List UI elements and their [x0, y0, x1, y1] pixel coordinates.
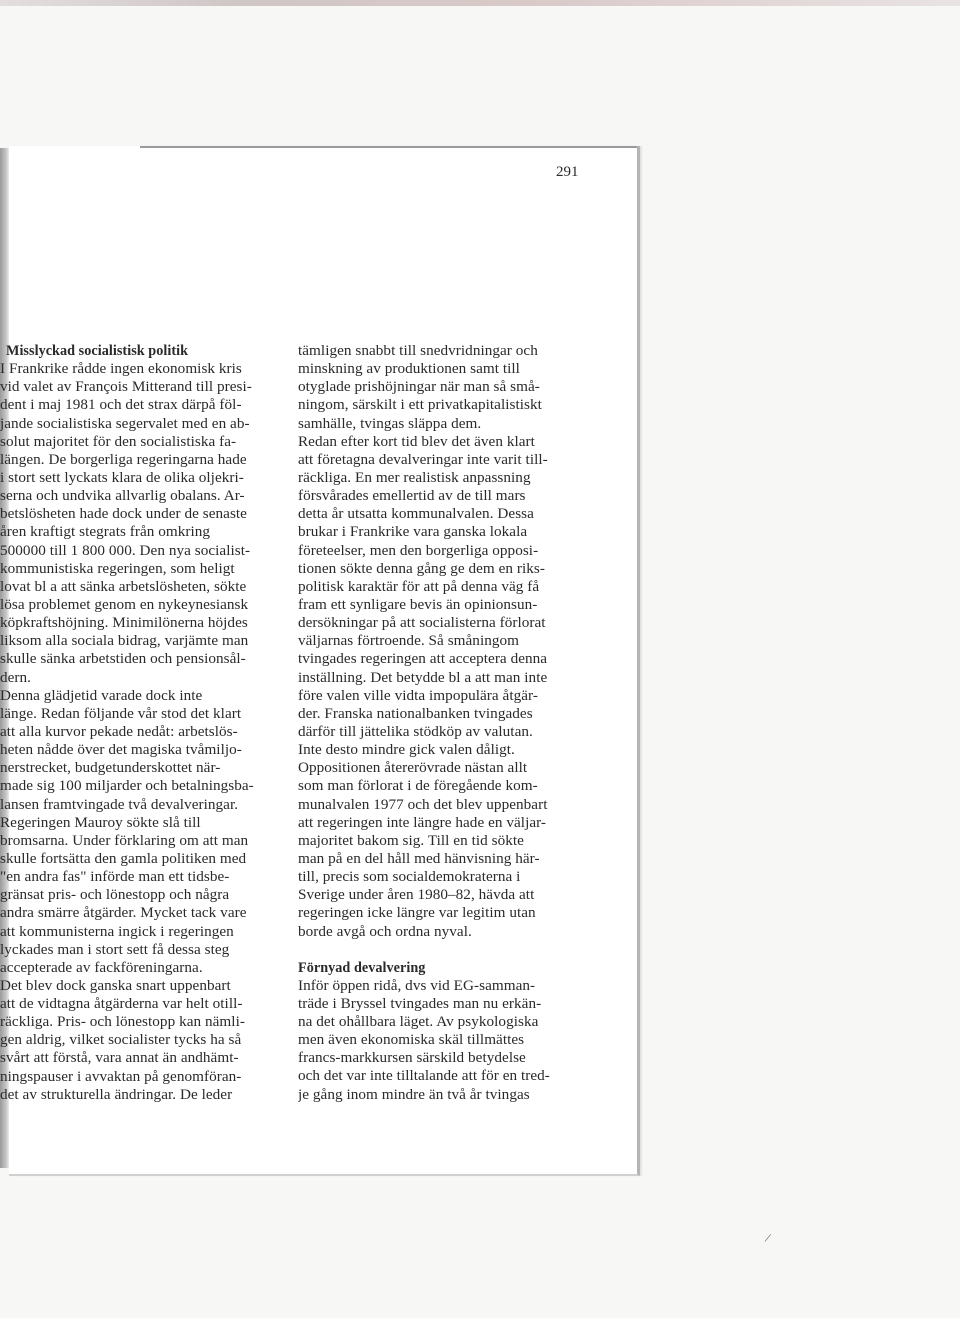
text-line: liksom alla sociala bidrag, varjämte man — [0, 632, 249, 650]
text-line: Inför öppen ridå, dvs vid EG-samman- — [298, 976, 536, 994]
text-line: fram ett synligare bevis än opinionsun- — [298, 595, 538, 613]
text-line: företeelser, men den borgerliga opposi- — [298, 541, 539, 559]
text-line: gränsat pris- och lönestopp och några — [0, 886, 230, 904]
text-line: det av strukturella ändringar. De leder — [0, 1085, 233, 1103]
text-line: lyckades man i stort sett få dessa steg — [0, 940, 230, 958]
text-line: solut majoritet för den socialistiska fa- — [0, 432, 237, 450]
right-column-text-bottom — [298, 977, 578, 1104]
text-line: tvingades regeringen att acceptera denna — [298, 650, 548, 668]
text-line: Redan efter kort tid blev det även klart — [298, 432, 535, 450]
text-line: längen. De borgerliga regeringarna hade — [0, 450, 247, 468]
text-line: andra smärre åtgärder. Mycket tack vare — [0, 904, 247, 922]
right-column-text-top — [298, 342, 578, 941]
left-column-text — [0, 360, 276, 1104]
text-line: regeringen icke längre var legitim utan — [298, 904, 536, 922]
text-line: räckliga. Pris- och lönestopp kan nämli- — [0, 1013, 245, 1031]
text-line: gen aldrig, vilket socialister tycks ha så — [0, 1031, 242, 1049]
text-line: och det var inte tilltalande att för en tred- — [298, 1067, 550, 1085]
text-line: Regeringen Mauroy sökte slå till — [0, 813, 201, 831]
text-line: räckliga. En mer realistisk anpassning — [298, 468, 531, 486]
text-line: att företagna devalveringar inte varit till- — [298, 450, 548, 468]
text-line: väljarnas förtroende. Så småningom — [298, 632, 520, 650]
text-line: detta år utsatta kommunalvalen. Dessa — [298, 505, 534, 523]
text-line: Denna glädjetid varade dock inte — [0, 686, 203, 704]
text-line: Inte desto mindre gick valen dåligt. — [298, 741, 515, 759]
text-line: träde i Bryssel tvingades man nu erkän- — [298, 994, 542, 1012]
text-line: Sverige under åren 1980–82, hävda att — [298, 886, 535, 904]
text-line: dent i maj 1981 och det strax därpå föl- — [0, 396, 242, 414]
text-line: francs-markkursen särskild betydelse — [298, 1049, 526, 1067]
text-line: Det blev dock ganska snart uppenbart — [0, 976, 231, 994]
text-line: som man förlorat i de föregående kom- — [298, 777, 538, 795]
text-line: otyglade prishöjningar när man så små- — [298, 378, 540, 396]
right-column — [298, 342, 578, 1104]
text-line: försvårades emellertid av de till mars — [298, 487, 526, 505]
text-line: men även ekonomiska skäl tillmättes — [298, 1031, 525, 1049]
text-line: tionen sökte denna gång ge dem en riks- — [298, 559, 545, 577]
text-line: politisk karaktär för att på denna väg få — [298, 577, 540, 595]
text-line: na det ohållbara läget. Av psykologiska — [298, 1013, 539, 1031]
text-line: länge. Redan följande vår stod det klart — [0, 704, 242, 722]
text-line: man på en del håll med hänvisning här- — [298, 849, 540, 867]
text-line: made sig 100 miljarder och betalningsba- — [0, 777, 254, 795]
text-line: till, precis som socialdemokraterna i — [298, 868, 521, 886]
stray-pen-mark: / — [763, 1229, 773, 1246]
text-line: jande socialistiska segervalet med en ab- — [0, 414, 250, 432]
text-line: tämligen snabbt till snedvridningar och — [298, 342, 538, 359]
text-line: betslösheten hade dock under de senaste — [0, 505, 247, 523]
text-line: köpkraftshöjning. Minimilönerna höjdes — [0, 614, 248, 632]
text-line: der. Franska nationalbanken tvingades — [298, 704, 533, 722]
text-line: inställning. Det betydde bl a att man inte — [298, 668, 548, 686]
text-line: före valen ville vidta impopulära åtgär- — [298, 686, 538, 704]
text-line: lösa problemet genom en nykeynesiansk — [0, 595, 249, 613]
heading-spacer — [298, 941, 578, 959]
text-line: att alla kurvor pekade nedåt: arbetslös- — [0, 722, 238, 740]
text-line: dern. — [0, 668, 32, 686]
section-heading-left: Misslyckad socialistisk politik — [6, 343, 189, 359]
text-line: ningspauser i avvaktan på genomföran- — [0, 1067, 242, 1085]
page-number: 291 — [556, 164, 579, 180]
section-heading-right: Förnyad devalvering — [298, 959, 426, 976]
text-line: I Frankrike rådde ingen ekonomisk kris — [0, 360, 242, 378]
text-line: munalvalen 1977 och det blev uppenbart — [298, 795, 548, 813]
page-top-edge — [140, 146, 637, 148]
text-line: i stort sett lyckats klara de olika oljekri- — [0, 468, 244, 486]
scan-top-edge — [0, 0, 960, 6]
text-line: att kommunisterna ingick i regeringen — [0, 922, 234, 940]
text-line: borde avgå och ordna nyval. — [298, 922, 472, 940]
text-line: dersökningar på att socialisterna förlorat — [298, 614, 546, 632]
left-column — [0, 342, 276, 1104]
text-line: kommunistiska regeringen, som heligt — [0, 559, 235, 577]
text-line: majoritet bakom sig. Till en tid sökte — [298, 831, 524, 849]
text-line: brukar i Frankrike vara ganska lokala — [298, 523, 528, 541]
text-line: serna och undvika allvarlig obalans. Ar- — [0, 487, 245, 505]
text-line: accepterade av fackföreningarna. — [0, 958, 203, 976]
text-line: minskning av produktionen samt till — [298, 360, 520, 378]
text-line: skulle fortsätta den gamla politiken med — [0, 849, 247, 867]
text-line: heten nådde över det magiska tvåmiljo- — [0, 741, 242, 759]
text-line: samhälle, tvingas släppa dem. — [298, 414, 482, 432]
text-line: je gång inom mindre än två år tvingas — [298, 1085, 530, 1103]
text-line: lansen framtvingade två devalveringar. — [0, 795, 239, 813]
text-line: "en andra fas" införde man ett tidsbe- — [0, 868, 230, 886]
text-line: svårt att förstå, vara annat än andhämt- — [0, 1049, 239, 1067]
text-line: åren kraftigt stegrats från omkring — [0, 523, 211, 541]
text-line: Oppositionen återerövrade nästan allt — [298, 759, 528, 777]
text-line: att de vidtagna åtgärderna var helt otill- — [0, 995, 243, 1013]
text-line: ningom, särskilt i ett privatkapitalistiskt — [298, 396, 542, 414]
text-line: nerstrecket, budgetunderskottet när- — [0, 759, 221, 777]
text-line: skulle sänka arbetstiden och pensionsål- — [0, 650, 246, 668]
text-line: lovat bl a att sänka arbetslösheten, sökte — [0, 577, 247, 595]
text-line: 500000 till 1 800 000. Den nya socialist- — [0, 541, 251, 559]
text-line: därför till jättelika stödköp av valutan. — [298, 722, 533, 740]
text-line: vid valet av François Mitterand till presi- — [0, 378, 252, 396]
text-line: bromsarna. Under förklaring om att man — [0, 831, 249, 849]
text-line: att regeringen inte längre hade en väljar- — [298, 813, 547, 831]
